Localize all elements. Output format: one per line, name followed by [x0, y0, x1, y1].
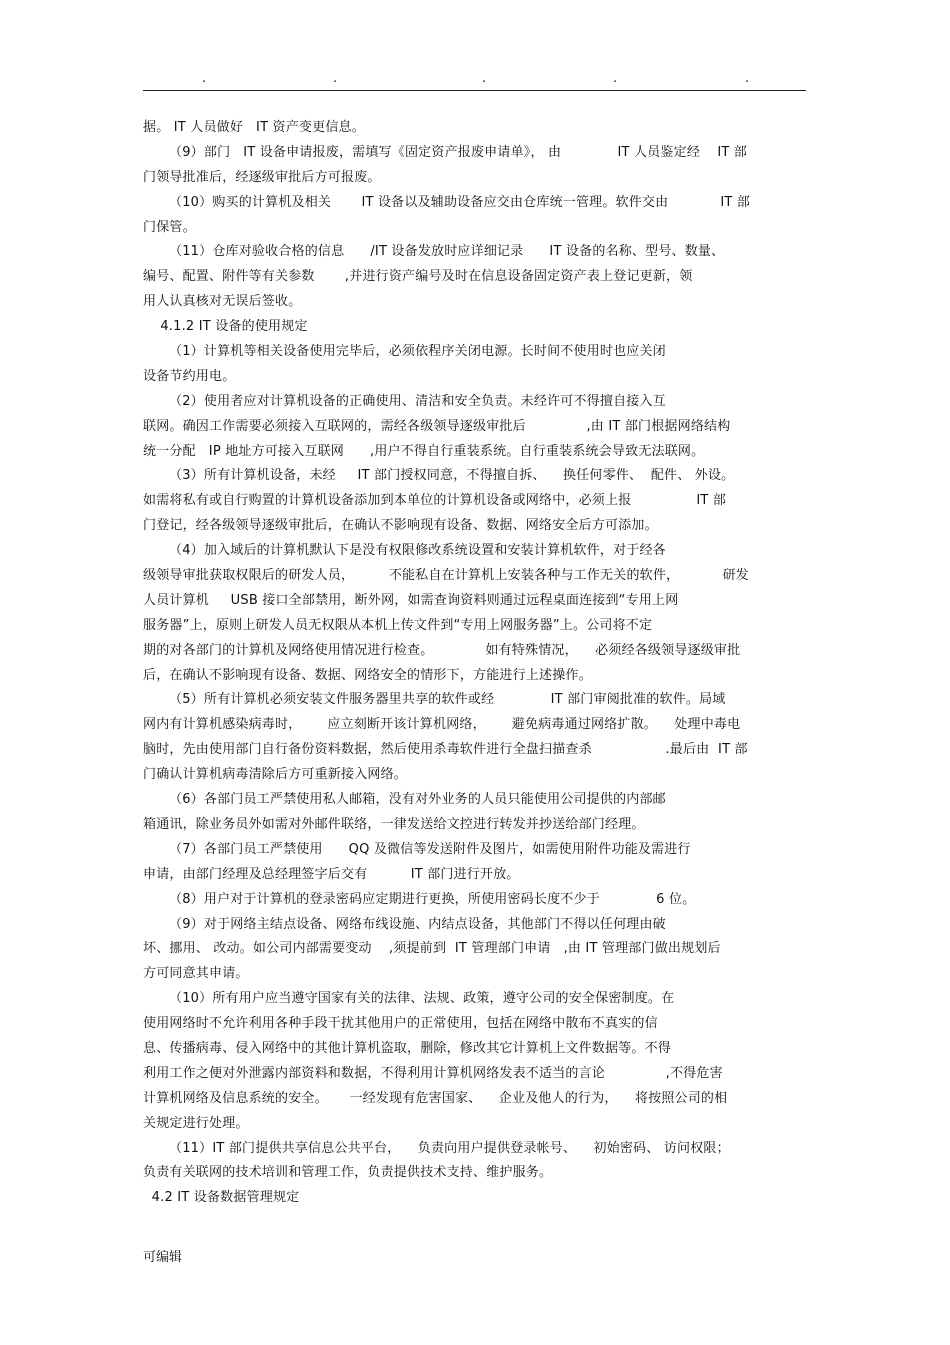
text-line: 4.1.2 IT 设备的使用规定: [143, 319, 308, 335]
text-line: （10）购买的计算机及相关 IT 设备以及辅助设备应交由仓库统一管理。软件交由 IT 部: [143, 194, 751, 210]
text-line: （4）加入域后的计算机默认下是没有权限修改系统设置和安装计算机软件，对于经各: [143, 543, 666, 559]
header-dot: .: [202, 71, 207, 86]
text-line: 利用工作之便对外泄露内部资料和数据，不得利用计算机网络发表不适当的言论 ,不得危害: [143, 1065, 723, 1081]
text-line: （1）计算机等相关设备使用完毕后，必须依程序关闭电源。长时间不使用时也应关闭: [143, 344, 666, 360]
text-line: 门登记，经各级领导逐级审批后，在确认不影响现有设备、数据、网络安全后方可添加。: [143, 518, 658, 534]
text-line: 服务器”上，原则上研发人员无权限从本机上传文件到“专用上网服务器”上。公司将不定: [143, 617, 653, 633]
text-line: 网内有计算机感染病毒时， 应立刻断开该计算机网络， 避免病毒通过网络扩散。 处理中毒电: [143, 717, 741, 733]
text-line: （3）所有计算机设备，未经 IT 部门授权同意，不得擅自拆、 换任何零件、 配件、 外设。: [143, 468, 735, 484]
text-line: 4.2 IT 设备数据管理规定: [143, 1190, 300, 1206]
text-line: （5）所有计算机必须安装文件服务器里共享的软件或经 IT 部门审阅批准的软件。局域: [143, 692, 726, 708]
text-line: 方可同意其申请。: [143, 966, 249, 982]
text-line: （9）部门 IT 设备申请报废，需填写《固定资产报废申请单》， 由 IT 人员鉴定经 IT 部: [143, 144, 748, 160]
text-line: （7）各部门员工严禁使用 QQ 及微信等发送附件及图片，如需使用附件功能及需进行: [143, 841, 691, 857]
text-line: 门保管。: [143, 219, 196, 235]
text-line: 负责有关联网的技术培训和管理工作，负责提供技术支持、维护服务。: [143, 1165, 553, 1181]
text-line: 计算机网络及信息系统的安全。 一经发现有危害国家、 企业及他人的行为， 将按照公司的相: [143, 1090, 728, 1106]
text-line: 后，在确认不影响现有设备、数据、网络安全的情形下，方能进行上述操作。: [143, 667, 592, 683]
text-line: 如需将私有或自行购置的计算机设备添加到本单位的计算机设备或网络中，必须上报 IT 部: [143, 493, 727, 509]
text-line: 申请，由部门经理及总经理签字后交有 IT 部门进行开放。: [143, 866, 520, 882]
text-line: 设备节约用电。: [143, 368, 236, 384]
text-line: （11）仓库对验收合格的信息 /IT 设备发放时应详细记录 IT 设备的名称、型号、数量、: [143, 244, 725, 260]
text-line: 编号、配置、附件等有关参数 ,并进行资产编号及时在信息设备固定资产表上登记更新，领: [143, 269, 693, 285]
header-dot: .: [333, 71, 338, 86]
text-line: 使用网络时不允许利用各种手段干扰其他用户的正常使用，包括在网络中散布不真实的信: [143, 1016, 658, 1032]
text-line: 箱通讯，除业务员外如需对外邮件联络，一律发送给文控进行转发并抄送给部门经理。: [143, 816, 645, 832]
document-body: [143, 116, 808, 1211]
text-line: 息、传播病毒、侵入网络中的其他计算机盗取，删除，修改其它计算机上文件数据等。不得: [143, 1040, 672, 1056]
text-line: （10）所有用户应当遵守国家有关的法律、法规、政策，遵守公司的安全保密制度。在: [143, 991, 675, 1007]
text-line: （2）使用者应对计算机设备的正确使用、清洁和安全负责。未经许可不得擅自接入互: [143, 393, 666, 409]
text-line: （8）用户对于计算机的登录密码应定期进行更换，所使用密码长度不少于 6 位。: [143, 891, 696, 907]
text-line: （9）对于网络主结点设备、网络布线设施、内结点设备，其他部门不得以任何理由破: [143, 916, 666, 932]
text-line: 期的对各部门的计算机及网络使用情况进行检查。 如有特殊情况， 必须经各级领导逐级审批: [143, 642, 741, 658]
text-line: 脑时，先由使用部门自行备份资料数据，然后使用杀毒软件进行全盘扫描查杀 .最后由 IT 部: [143, 742, 748, 758]
text-line: 据。 IT 人员做好 IT 资产变更信息。: [143, 120, 365, 135]
text-line: 人员计算机 USB 接口全部禁用，断外网，如需查询资料则通过远程桌面连接到“专用上网: [143, 592, 679, 608]
header-dot: .: [613, 71, 618, 86]
text-line: 联网。确因工作需要必须接入互联网的，需经各级领导逐级审批后 ,由 IT 部门根据网络结构: [143, 418, 731, 434]
header-rule: [143, 90, 806, 91]
header-dot: .: [745, 71, 750, 86]
header-dot: .: [482, 71, 487, 86]
text-line: 门领导批准后，经逐级审批后方可报废。: [143, 169, 381, 185]
text-line: 级领导审批获取权限后的研发人员， 不能私自在计算机上安装各种与工作无关的软件， 研发: [143, 568, 749, 584]
text-line: 关规定进行处理。: [143, 1115, 249, 1131]
text-line: 坏、挪用、 改动。如公司内部需要变动 ,须提前到 IT 管理部门申请 ,由 IT 管理部门做出规划后: [143, 941, 721, 957]
text-line: （11）IT 部门提供共享信息公共平台， 负责向用户提供登录帐号、 初始密码、 访问权限；: [143, 1140, 730, 1156]
text-line: 统一分配 IP 地址方可接入互联网 ,用户不得自行重装系统。自行重装系统会导致无法联网。: [143, 443, 705, 459]
text-line: 门确认计算机病毒清除后方可重新接入网络。: [143, 767, 408, 783]
text-line: 用人认真核对无误后签收。: [143, 294, 302, 310]
text-line: （6）各部门员工严禁使用私人邮箱，没有对外业务的人员只能使用公司提供的内部邮: [143, 792, 666, 808]
footer-label: 可编辑: [143, 1250, 183, 1265]
header-dots: [145, 72, 805, 90]
